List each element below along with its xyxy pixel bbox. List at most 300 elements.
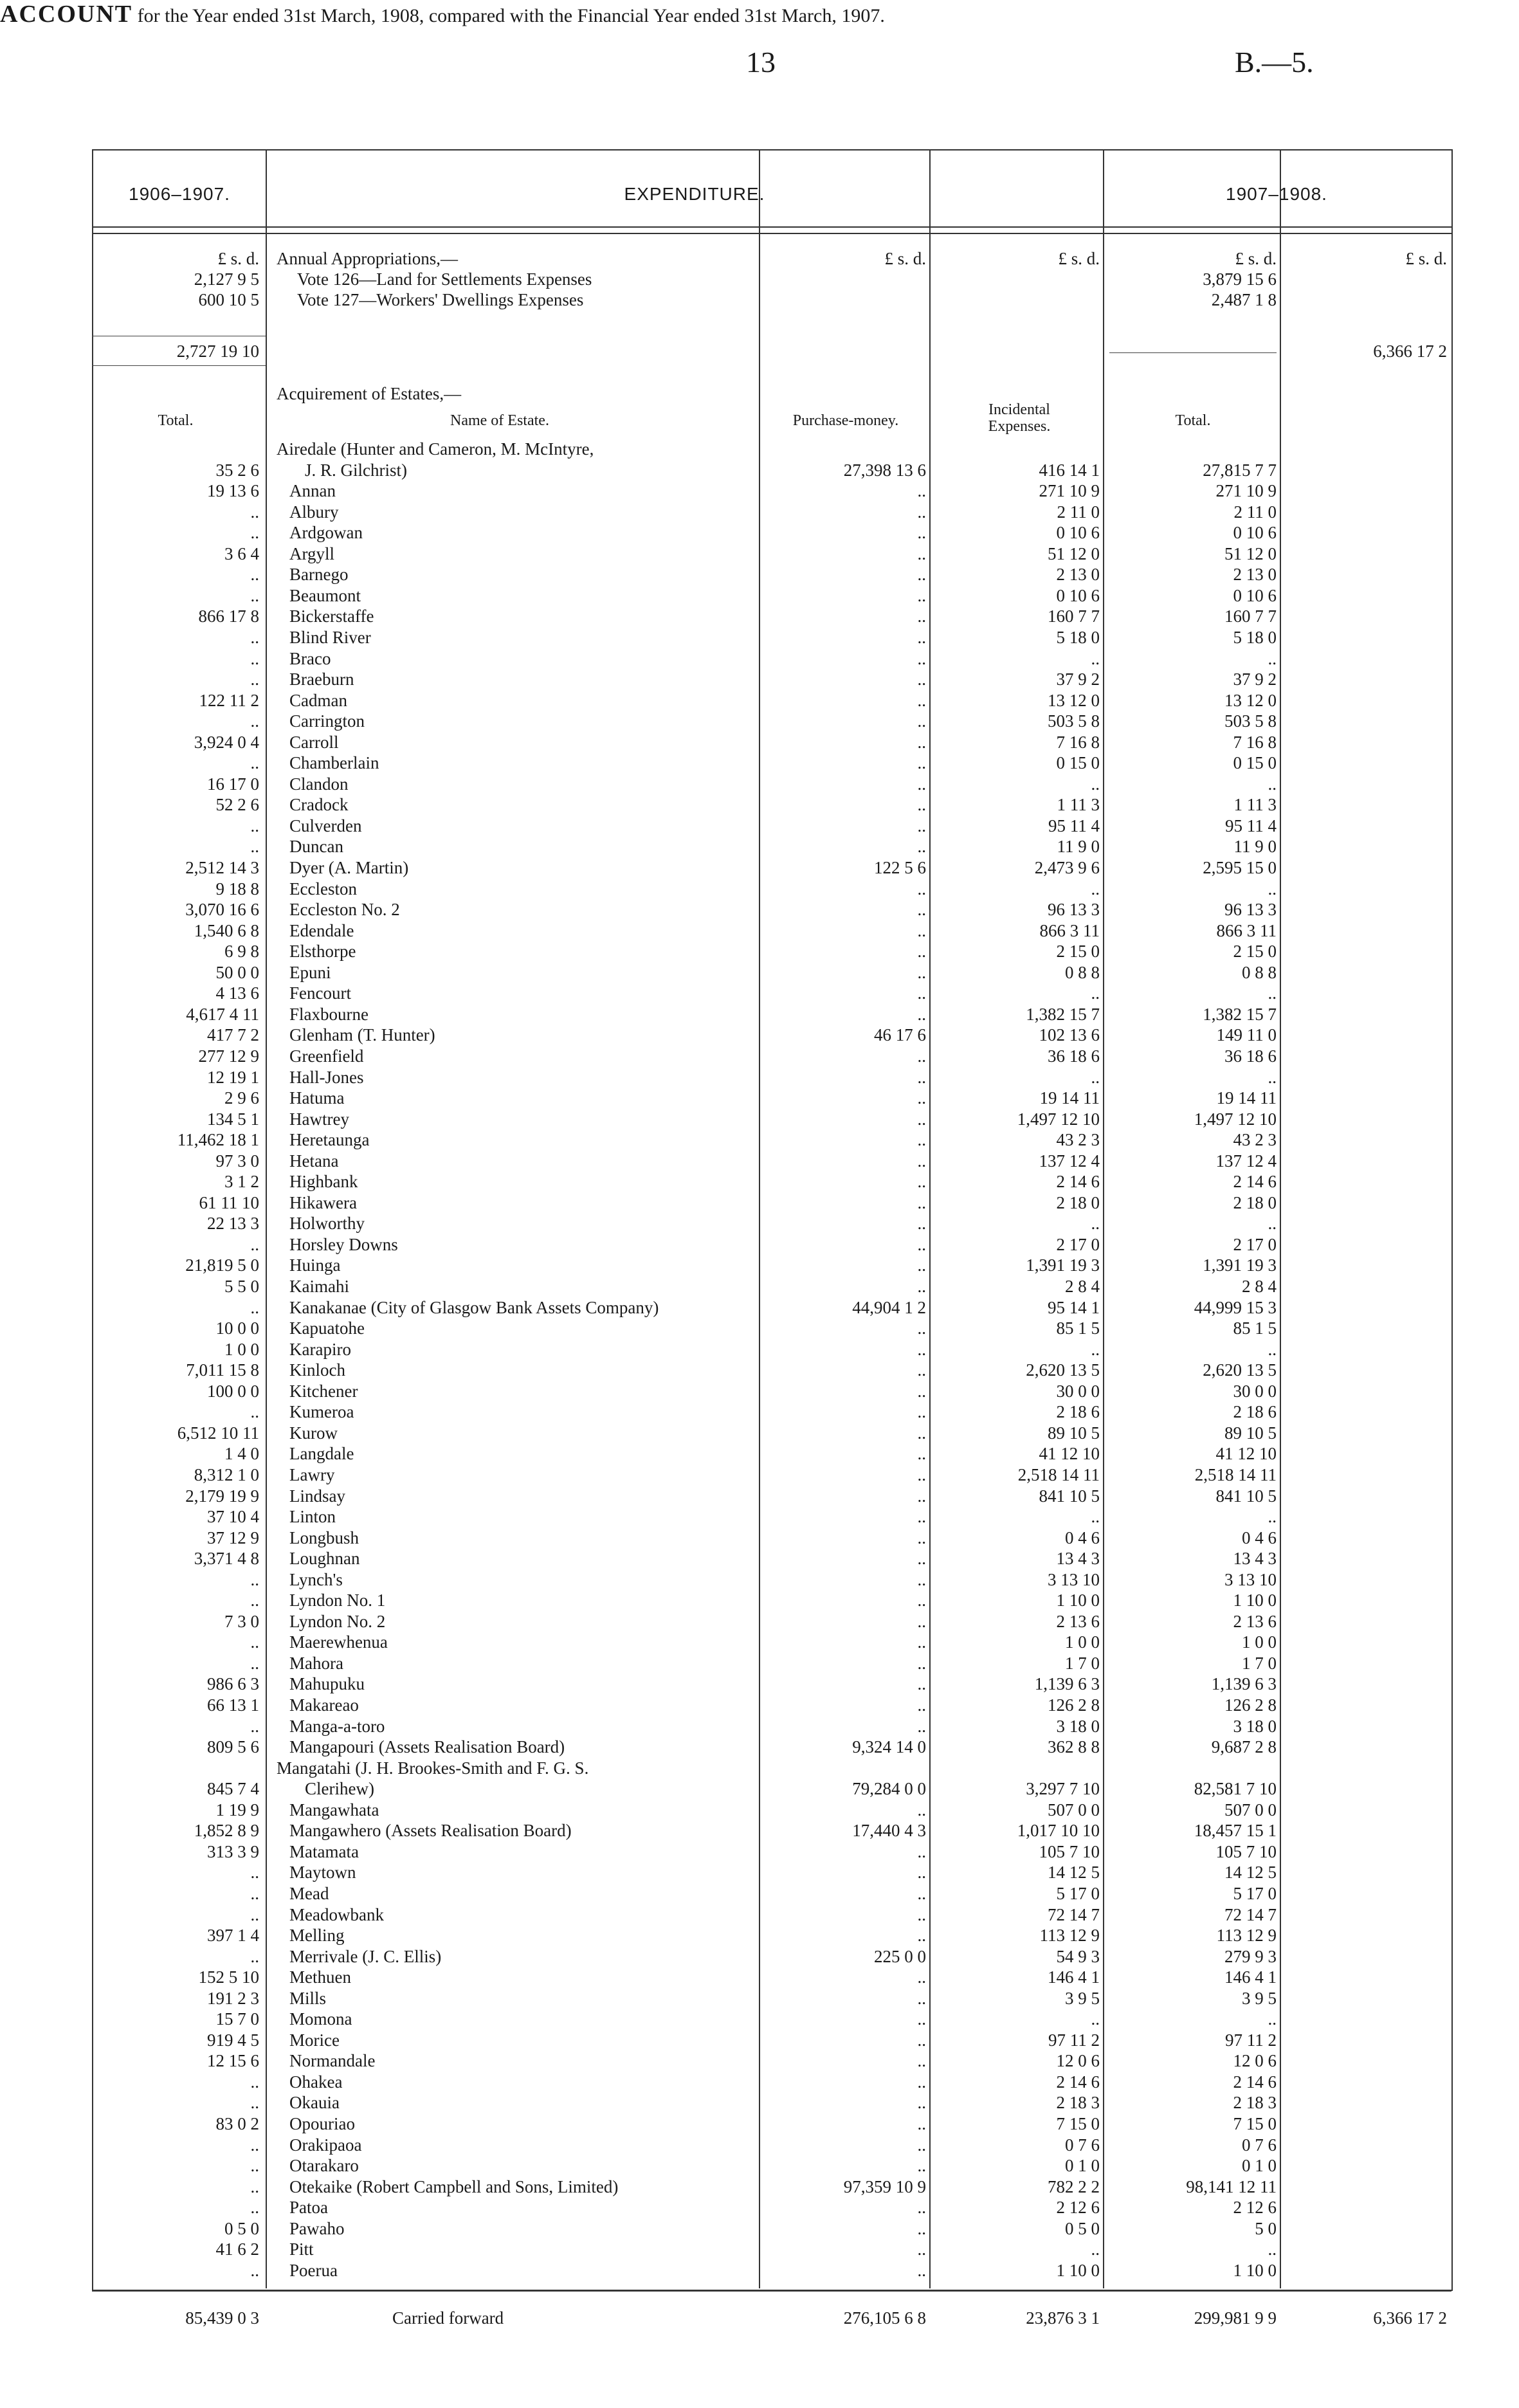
estate-incidental: .. (1091, 1507, 1100, 1526)
estate-name: Hall-Jones (289, 1068, 364, 1087)
estate-purchase-money: .. (917, 1800, 926, 1820)
estate-name: Kapuatohe (289, 1318, 365, 1338)
estate-total: 503 5 8 (1224, 711, 1277, 731)
estate-name: Mahora (289, 1654, 343, 1673)
estate-incidental: .. (1091, 2239, 1100, 2259)
estate-prev-total: 100 0 0 (207, 1382, 259, 1401)
estate-total: 3 13 10 (1224, 1570, 1277, 1589)
estate-name: Linton (289, 1507, 336, 1526)
estate-total: 0 15 0 (1233, 753, 1277, 772)
estate-incidental: 3 18 0 (1056, 1717, 1100, 1736)
appropriation-prev: 2,127 9 5 (194, 269, 259, 289)
estate-total: 1 0 0 (1242, 1632, 1277, 1652)
estate-purchase-money: .. (917, 481, 926, 500)
estate-prev-total: .. (250, 1863, 259, 1882)
estate-prev-total: 35 2 6 (215, 461, 259, 480)
appropriation-name: Vote 127—Workers' Dwellings Expenses (297, 290, 584, 309)
estate-total: 0 10 6 (1233, 586, 1277, 605)
estate-name: Mangapouri (Assets Realisation Board) (289, 1737, 565, 1756)
estate-purchase-money: .. (917, 2261, 926, 2280)
estate-incidental: 14 12 5 (1048, 1863, 1100, 1882)
estate-total: 19 14 11 (1216, 1088, 1277, 1108)
estate-name: Ohakea (289, 2072, 343, 2092)
estate-incidental: 2 13 0 (1056, 565, 1100, 584)
estate-name: Barnego (289, 565, 349, 584)
estate-total: .. (1268, 774, 1277, 794)
estate-incidental: 146 4 1 (1048, 1967, 1100, 1987)
estate-prev-total: .. (250, 1632, 259, 1652)
estate-prev-total: 3,924 0 4 (194, 733, 259, 752)
estate-total: 14 12 5 (1224, 1863, 1277, 1882)
estate-incidental: 1,497 12 10 (1017, 1109, 1100, 1129)
estate-incidental: 95 14 1 (1048, 1298, 1100, 1317)
estate-purchase-money: .. (917, 1005, 926, 1024)
estate-prev-total: .. (250, 1591, 259, 1610)
estate-total: .. (1268, 1068, 1277, 1087)
estate-name: Hawtrey (289, 1109, 349, 1129)
estate-name: Otekaike (Robert Campbell and Sons, Limited) (289, 2177, 619, 2196)
estate-name: Culverden (289, 816, 362, 835)
estate-purchase-money: .. (917, 900, 926, 919)
estate-name: Annan (289, 481, 336, 500)
estate-name: Braeburn (289, 670, 354, 689)
estate-name: Lynch's (289, 1570, 343, 1589)
estate-total: 72 14 7 (1224, 1905, 1277, 1924)
estate-name: Lindsay (289, 1486, 345, 1506)
estate-purchase-money: .. (917, 1674, 926, 1693)
estate-total: 0 4 6 (1242, 1528, 1277, 1547)
estate-purchase-money: .. (917, 1193, 926, 1212)
estate-purchase-money: 79,284 0 0 (852, 1779, 926, 1798)
estate-total: .. (1268, 1507, 1277, 1526)
estate-incidental: 1 11 3 (1057, 795, 1100, 814)
estate-purchase-money: .. (917, 1360, 926, 1380)
estate-incidental: 3 13 10 (1048, 1570, 1100, 1589)
estate-purchase-money: 46 17 6 (874, 1025, 926, 1044)
estate-purchase-money: .. (917, 1423, 926, 1443)
estate-incidental: 12 0 6 (1056, 2051, 1100, 2070)
estate-prev-total: 417 7 2 (207, 1025, 259, 1044)
estate-purchase-money: 44,904 1 2 (852, 1298, 926, 1317)
estate-prev-total: 397 1 4 (207, 1926, 259, 1945)
estate-purchase-money: .. (917, 963, 926, 982)
estate-incidental: 2 18 3 (1056, 2093, 1100, 2112)
estate-purchase-money: .. (917, 1088, 926, 1108)
estate-purchase-money: 27,398 13 6 (843, 461, 926, 480)
estate-prev-total: .. (250, 816, 259, 835)
estate-incidental: 43 2 3 (1056, 1130, 1100, 1149)
column-head-1907: 1907–1908. (1226, 184, 1327, 204)
estate-total: 7 16 8 (1233, 733, 1277, 752)
estate-prev-total: .. (250, 1905, 259, 1924)
estate-purchase-money: .. (917, 1695, 926, 1715)
estate-name: Huinga (289, 1255, 341, 1275)
estate-purchase-money: .. (917, 1926, 926, 1945)
estate-name: Morice (289, 2030, 340, 2050)
lsd-head: £ s. d. (1405, 249, 1447, 268)
lsd-head: £ s. d. (217, 249, 259, 268)
estate-incidental: 0 10 6 (1056, 523, 1100, 542)
estate-total: 7 15 0 (1233, 2114, 1277, 2133)
appropriation-name: Vote 126—Land for Settlements Expenses (297, 269, 592, 289)
estate-prev-total: 97 3 0 (215, 1151, 259, 1171)
estate-name: Glenham (T. Hunter) (289, 1025, 435, 1044)
estate-name: Epuni (289, 963, 331, 982)
estate-incidental: 782 2 2 (1048, 2177, 1100, 2196)
estate-name: Mangawhata (289, 1800, 379, 1820)
estate-total: .. (1268, 879, 1277, 898)
estate-purchase-money: .. (917, 2219, 926, 2238)
estate-incidental: 5 18 0 (1056, 628, 1100, 647)
estate-incidental: 2 14 6 (1056, 1172, 1100, 1191)
estate-incidental: 1 0 0 (1065, 1632, 1100, 1652)
estate-incidental: .. (1091, 879, 1100, 898)
estate-purchase-money: .. (917, 2030, 926, 2050)
estate-purchase-money: .. (917, 586, 926, 605)
estate-name: Cadman (289, 691, 347, 710)
estate-prev-total: 12 19 1 (207, 1068, 259, 1087)
estate-total: 137 12 4 (1215, 1151, 1277, 1171)
estate-total: 2 14 6 (1233, 1172, 1277, 1191)
estate-incidental: 1 10 0 (1056, 2261, 1100, 2280)
estate-total: 2,620 13 5 (1203, 1360, 1277, 1380)
total-rule (92, 2291, 1451, 2292)
estate-total: 41 12 10 (1215, 1444, 1277, 1463)
estate-incidental: .. (1091, 1340, 1100, 1359)
estate-prev-total: 9 18 8 (215, 879, 259, 898)
estate-purchase-money: .. (917, 2072, 926, 2092)
estate-purchase-money: .. (917, 1255, 926, 1275)
estate-prev-total: 2,179 19 9 (185, 1486, 259, 1506)
estate-purchase-money: .. (917, 2114, 926, 2133)
estate-purchase-money: .. (917, 1905, 926, 1924)
estate-total: 3 18 0 (1233, 1717, 1277, 1736)
estate-prev-total: 12 15 6 (207, 2051, 259, 2070)
estate-incidental: 0 7 6 (1065, 2135, 1100, 2155)
appropriation-total: 2,487 1 8 (1211, 290, 1277, 309)
estates-head-name: Name of Estate. (450, 412, 549, 429)
estate-prev-total: .. (250, 2261, 259, 2280)
estate-name: Beaumont (289, 586, 361, 605)
estate-incidental: 89 10 5 (1048, 1423, 1100, 1443)
estate-total: 2 18 6 (1233, 1402, 1277, 1421)
estate-prev-total: 134 5 1 (207, 1109, 259, 1129)
estate-prev-total: .. (250, 502, 259, 522)
estate-name: Fencourt (289, 983, 351, 1003)
estate-prev-total: 16 17 0 (207, 774, 259, 794)
estate-incidental: 7 16 8 (1056, 733, 1100, 752)
estate-name: Okauia (289, 2093, 340, 2112)
appropriation-prev: 600 10 5 (198, 290, 259, 309)
estate-name: Kaimahi (289, 1277, 349, 1296)
estate-total: 507 0 0 (1224, 1800, 1277, 1820)
estate-purchase-money: .. (917, 565, 926, 584)
estate-prev-total: .. (250, 523, 259, 542)
estate-incidental: 507 0 0 (1048, 1800, 1100, 1820)
estate-total: 13 12 0 (1224, 691, 1277, 710)
estate-name: Maerewhenua (289, 1632, 388, 1652)
estate-name: Hikawera (289, 1193, 357, 1212)
estates-heading: Acquirement of Estates,— (277, 384, 462, 403)
estate-purchase-money: .. (917, 1465, 926, 1484)
estate-prev-total: 5 5 0 (224, 1277, 259, 1296)
estate-name: Greenfield (289, 1046, 364, 1066)
estate-name: Mead (289, 1884, 329, 1903)
estate-total: 85 1 5 (1233, 1318, 1277, 1338)
estate-total: 1 10 0 (1233, 1591, 1277, 1610)
estate-prev-total: 3,070 16 6 (185, 900, 259, 919)
estate-incidental: 5 17 0 (1056, 1884, 1100, 1903)
estate-prev-total: 52 2 6 (215, 795, 259, 814)
estate-total: 37 9 2 (1233, 670, 1277, 689)
estate-name: Braco (289, 649, 331, 668)
estate-name: Mangawhero (Assets Realisation Board) (289, 1821, 572, 1840)
column-head-expenditure: EXPENDITURE. (624, 184, 765, 204)
estate-incidental: 41 12 10 (1039, 1444, 1100, 1463)
estate-name: Hetana (289, 1151, 339, 1171)
estate-total: 82,581 7 10 (1194, 1779, 1277, 1798)
estate-name: Duncan (289, 837, 343, 856)
estate-incidental: 13 12 0 (1048, 691, 1100, 710)
estate-prev-total: .. (250, 649, 259, 668)
estate-prev-total: 4,617 4 11 (186, 1005, 259, 1024)
estate-purchase-money: 122 5 6 (874, 858, 926, 877)
estate-purchase-money: .. (917, 795, 926, 814)
estate-name: Blind River (289, 628, 371, 647)
account-title-lead: ACCOUNT (0, 1, 133, 28)
estate-prev-total: .. (250, 1298, 259, 1317)
estate-purchase-money: .. (917, 607, 926, 626)
estate-incidental: 85 1 5 (1056, 1318, 1100, 1338)
estate-purchase-money: .. (917, 1612, 926, 1631)
estate-name: Elsthorpe (289, 942, 356, 961)
estate-total: 2 17 0 (1233, 1235, 1277, 1254)
estate-total: 0 10 6 (1233, 523, 1277, 542)
estate-name: Holworthy (289, 1214, 365, 1233)
estate-total: 95 11 4 (1225, 816, 1277, 835)
estate-purchase-money: .. (917, 544, 926, 563)
estate-prev-total: .. (250, 2177, 259, 2196)
estate-name: Clerihew) (305, 1779, 374, 1798)
estate-total: .. (1268, 983, 1277, 1003)
estate-purchase-money: .. (917, 523, 926, 542)
estates-head-purchase: Purchase-money. (792, 412, 899, 429)
appropriations-heading: Annual Appropriations,— (277, 249, 458, 268)
estate-name: Lyndon No. 2 (289, 1612, 386, 1631)
estate-total: 5 17 0 (1233, 1884, 1277, 1903)
estate-purchase-money: .. (917, 733, 926, 752)
estate-total: 3 9 5 (1242, 1989, 1277, 2008)
estate-prev-total: .. (250, 1884, 259, 1903)
estate-total: 98,141 12 11 (1186, 2177, 1277, 2196)
estate-name: Longbush (289, 1528, 359, 1547)
estate-incidental: 72 14 7 (1048, 1905, 1100, 1924)
estate-prev-total: .. (250, 1570, 259, 1589)
estate-incidental: 97 11 2 (1048, 2030, 1100, 2050)
carried-forward-prev: 85,439 0 3 (185, 2308, 259, 2328)
estate-purchase-money: .. (917, 921, 926, 940)
estate-incidental: 105 7 10 (1039, 1842, 1100, 1861)
estate-purchase-money: .. (917, 1172, 926, 1191)
estate-prev-total: 83 0 2 (215, 2114, 259, 2133)
estate-prev-total: .. (250, 2156, 259, 2175)
estate-total: 89 10 5 (1224, 1423, 1277, 1443)
estate-incidental: .. (1091, 774, 1100, 794)
estate-prev-total: 22 13 3 (207, 1214, 259, 1233)
column-rule (929, 149, 931, 2288)
appropriation-grand-total: 6,366 17 2 (1373, 342, 1447, 361)
estate-name: Airedale (Hunter and Cameron, M. McIntyre, (277, 439, 594, 459)
estate-name: Bickerstaffe (289, 607, 374, 626)
estate-purchase-money: .. (917, 1967, 926, 1987)
estate-name: Makareao (289, 1695, 359, 1715)
column-rule (1280, 149, 1281, 2288)
estate-incidental: 271 10 9 (1039, 481, 1100, 500)
estate-name: Kanakanae (City of Glasgow Bank Assets Company) (289, 1298, 659, 1317)
estate-incidental: .. (1091, 1214, 1100, 1233)
estate-prev-total: 41 6 2 (215, 2239, 259, 2259)
lsd-head: £ s. d. (1058, 249, 1100, 268)
document-reference: B.—5. (1235, 46, 1314, 78)
estate-name: Kinloch (289, 1360, 345, 1380)
estate-incidental: 126 2 8 (1048, 1695, 1100, 1715)
estate-incidental: 416 14 1 (1039, 461, 1100, 480)
estate-total: 146 4 1 (1224, 1967, 1277, 1987)
estate-name: Langdale (289, 1444, 354, 1463)
estate-incidental: 51 12 0 (1048, 544, 1100, 563)
estate-name: Kumeroa (289, 1402, 354, 1421)
estate-total: 18,457 15 1 (1194, 1821, 1277, 1840)
estate-purchase-money: .. (917, 1318, 926, 1338)
estate-purchase-money: .. (917, 774, 926, 794)
estate-purchase-money: .. (917, 691, 926, 710)
estate-purchase-money: .. (917, 670, 926, 689)
estate-incidental: 0 10 6 (1056, 586, 1100, 605)
estate-purchase-money: .. (917, 1863, 926, 1882)
carried-forward-incidental: 23,876 3 1 (1026, 2308, 1100, 2328)
estate-total: 149 11 0 (1216, 1025, 1277, 1044)
estate-incidental: 2 11 0 (1057, 502, 1100, 522)
estate-purchase-money: .. (917, 649, 926, 668)
estate-incidental: 113 12 9 (1039, 1926, 1100, 1945)
estate-total: 279 9 3 (1224, 1947, 1277, 1966)
estate-prev-total: 37 12 9 (207, 1528, 259, 1547)
estate-total: 1 7 0 (1242, 1654, 1277, 1673)
estate-incidental: 96 13 3 (1048, 900, 1100, 919)
estate-prev-total: .. (250, 628, 259, 647)
estate-prev-total: 1,540 6 8 (194, 921, 259, 940)
estate-name: Mangatahi (J. H. Brookes-Smith and F. G. S. (277, 1758, 589, 1778)
estate-purchase-money: .. (917, 1591, 926, 1610)
estate-incidental: 1,017 10 10 (1017, 1821, 1100, 1840)
estate-prev-total: 1 0 0 (224, 1340, 259, 1359)
estate-total: 2 15 0 (1233, 942, 1277, 961)
estate-prev-total: 6 9 8 (224, 942, 259, 961)
estate-incidental: 503 5 8 (1048, 711, 1100, 731)
estate-incidental: 0 4 6 (1065, 1528, 1100, 1547)
estate-incidental: 1,139 6 3 (1034, 1674, 1100, 1693)
estate-name: Albury (289, 502, 339, 522)
estate-total: 2 8 4 (1242, 1277, 1277, 1296)
estate-name: Eccleston No. 2 (289, 900, 400, 919)
estate-purchase-money: .. (917, 711, 926, 731)
estate-name: Mahupuku (289, 1674, 365, 1693)
estate-total: .. (1268, 2239, 1277, 2259)
estate-purchase-money: .. (917, 1277, 926, 1296)
carried-forward-label: Carried forward (392, 2308, 504, 2328)
estate-name: Patoa (289, 2198, 328, 2217)
estate-incidental: .. (1091, 1068, 1100, 1087)
estate-name: Poerua (289, 2261, 338, 2280)
estate-purchase-money: .. (917, 1528, 926, 1547)
estate-prev-total: 1,852 8 9 (194, 1821, 259, 1840)
estate-prev-total: 11,462 18 1 (177, 1130, 259, 1149)
estate-total: 5 0 (1255, 2219, 1277, 2238)
estate-incidental: .. (1091, 2009, 1100, 2029)
estate-prev-total: .. (250, 586, 259, 605)
estate-prev-total: 3 6 4 (224, 544, 259, 563)
estate-total: 9,687 2 8 (1211, 1737, 1277, 1756)
estate-incidental: 2,473 9 6 (1034, 858, 1100, 877)
estate-name: Heretaunga (289, 1130, 370, 1149)
estate-prev-total: 66 13 1 (207, 1695, 259, 1715)
estate-prev-total: 845 7 4 (207, 1779, 259, 1798)
lsd-head: £ s. d. (1235, 249, 1277, 268)
estate-name: Pawaho (289, 2219, 345, 2238)
estate-purchase-money: .. (917, 2051, 926, 2070)
estate-total: 12 0 6 (1233, 2051, 1277, 2070)
estate-incidental: 1,391 19 3 (1026, 1255, 1100, 1275)
estate-incidental: 0 15 0 (1056, 753, 1100, 772)
estate-prev-total: 191 2 3 (207, 1989, 259, 2008)
estate-total: 96 13 3 (1224, 900, 1277, 919)
estate-purchase-money: .. (917, 1340, 926, 1359)
estate-prev-total: .. (250, 1654, 259, 1673)
estate-prev-total: .. (250, 2135, 259, 2155)
carried-forward-purchase: 276,105 6 8 (843, 2308, 926, 2328)
estate-purchase-money: .. (917, 753, 926, 772)
estate-purchase-money: .. (917, 2156, 926, 2175)
estate-name: Cradock (289, 795, 349, 814)
estate-name: Manga-a-toro (289, 1717, 385, 1736)
estate-prev-total: 919 4 5 (207, 2030, 259, 2050)
estate-total: 0 8 8 (1242, 963, 1277, 982)
estate-total: .. (1268, 2009, 1277, 2029)
estate-prev-total: .. (250, 837, 259, 856)
estate-purchase-money: .. (917, 816, 926, 835)
lsd-head: £ s. d. (884, 249, 926, 268)
estate-prev-total: 19 13 6 (207, 481, 259, 500)
estate-name: Melling (289, 1926, 345, 1945)
estate-prev-total: .. (250, 670, 259, 689)
estate-total: 0 1 0 (1242, 2156, 1277, 2175)
estate-name: Momona (289, 2009, 352, 2029)
estate-name: Pitt (289, 2239, 314, 2259)
estate-incidental: 3,297 7 10 (1026, 1779, 1100, 1798)
estate-purchase-money: .. (917, 837, 926, 856)
estate-total: 30 0 0 (1233, 1382, 1277, 1401)
estate-total: 160 7 7 (1224, 607, 1277, 626)
estate-total: 2,595 15 0 (1203, 858, 1277, 877)
estate-total: 0 7 6 (1242, 2135, 1277, 2155)
estate-prev-total: 7 3 0 (224, 1612, 259, 1631)
estate-prev-total: .. (250, 711, 259, 731)
estate-prev-total: .. (250, 753, 259, 772)
column-rule (266, 149, 267, 2288)
header-rule (92, 226, 1451, 228)
estate-name: Karapiro (289, 1340, 351, 1359)
estate-total: 44,999 15 3 (1194, 1298, 1277, 1317)
